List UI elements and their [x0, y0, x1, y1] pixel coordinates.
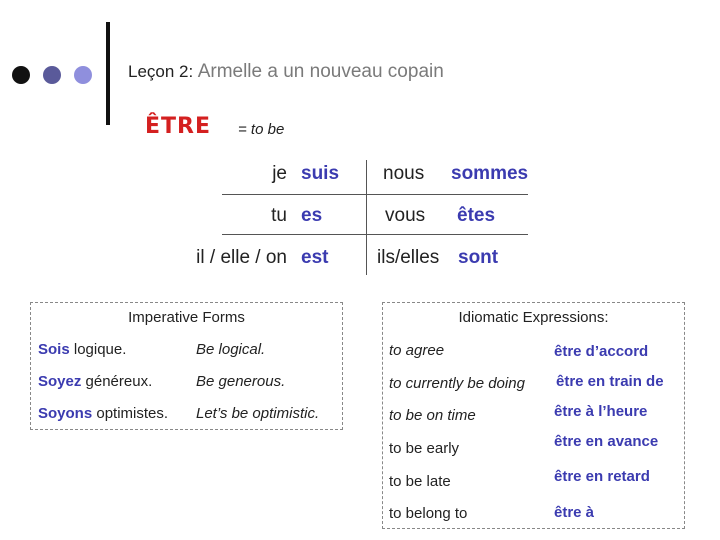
pronoun-ils-elles: ils/elles	[377, 247, 440, 268]
imperative-rest: logique.	[73, 341, 127, 358]
idiom-english: to belong to	[389, 505, 468, 522]
idiom-english: to agree	[389, 342, 445, 359]
pronoun-je: je	[272, 163, 287, 184]
form-est: est	[301, 247, 329, 268]
table-column-divider	[366, 160, 367, 275]
form-es: es	[301, 205, 323, 226]
idiom-english: to be late	[389, 473, 451, 490]
imperative-rest: généreux.	[85, 373, 153, 390]
decorative-dot-3	[74, 66, 92, 84]
imperative-verb: Soyez	[38, 373, 82, 390]
title-prefix: Leçon 2:	[128, 62, 194, 81]
idiom-french: être à l’heure	[554, 403, 648, 420]
form-sont: sont	[458, 247, 499, 268]
form-sommes: sommes	[451, 163, 529, 184]
idiom-english: to be on time	[389, 407, 476, 424]
imperative-translation: Be generous.	[196, 373, 286, 390]
idiom-french: être à	[554, 504, 595, 521]
form-etes: êtes	[457, 205, 496, 226]
idiomatic-box	[382, 302, 685, 529]
imperative-rest: optimistes.	[96, 405, 169, 422]
idiom-english: to be early	[389, 440, 460, 457]
table-divider-1	[222, 194, 528, 195]
imperative-translation: Be logical.	[196, 341, 266, 358]
imperative-title: Imperative Forms	[128, 309, 245, 326]
imperative-row	[38, 373, 152, 390]
pronoun-nous: nous	[383, 163, 425, 184]
table-divider-2	[222, 234, 528, 235]
idiom-french: être d’accord	[554, 343, 649, 360]
idiom-french: être en train de	[556, 373, 664, 390]
imperative-box	[30, 302, 343, 430]
idiom-english: to currently be doing	[389, 375, 525, 392]
verb-name: ÊTRE	[145, 114, 212, 139]
pronoun-il-elle-on: il / elle / on	[196, 247, 287, 268]
verb-meaning: = to be	[238, 121, 285, 138]
idiom-french: être en retard	[554, 468, 650, 485]
imperative-translation: Let’s be optimistic.	[196, 405, 320, 422]
imperative-verb: Sois	[38, 341, 70, 358]
imperative-row	[38, 341, 126, 358]
decorative-vertical-bar	[106, 22, 110, 125]
pronoun-vous: vous	[385, 205, 426, 226]
page-title	[128, 61, 444, 83]
idiom-french: être en avance	[554, 433, 659, 450]
form-suis: suis	[301, 163, 340, 184]
decorative-dot-2	[43, 66, 61, 84]
pronoun-tu: tu	[271, 205, 287, 226]
imperative-row	[38, 405, 168, 422]
decorative-dot-1	[12, 66, 30, 84]
imperative-verb: Soyons	[38, 405, 93, 422]
title-main: Armelle a un nouveau copain	[197, 61, 444, 82]
idiomatic-title: Idiomatic Expressions:	[458, 309, 609, 326]
